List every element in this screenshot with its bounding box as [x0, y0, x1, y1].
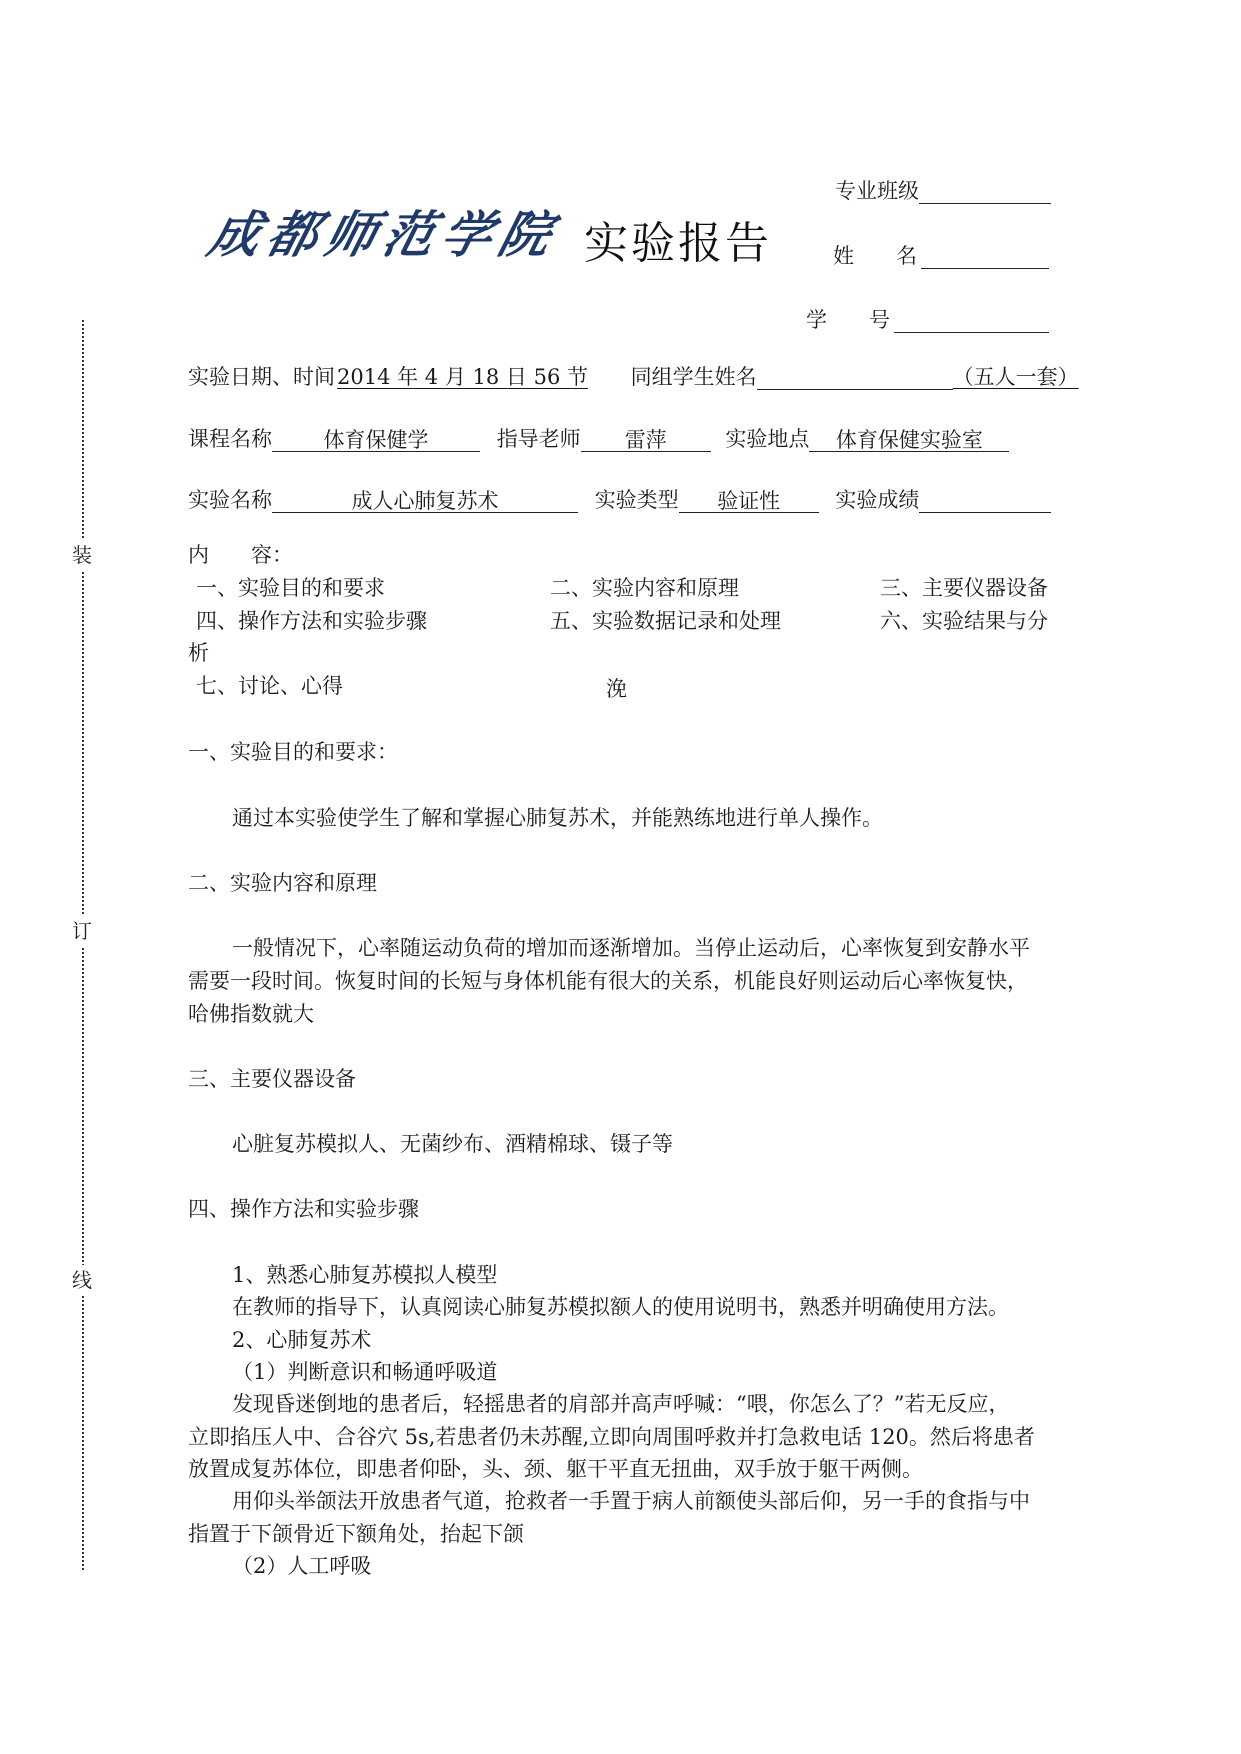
section-3-title: 三、主要仪器设备: [188, 1067, 356, 1091]
report-title: 实验报告: [584, 218, 772, 269]
info-row-course: [188, 426, 1009, 452]
group-note: （五人一套）: [952, 365, 1079, 389]
course-label: 课程名称: [188, 427, 272, 451]
location-value[interactable]: 体育保健实验室: [809, 427, 1009, 452]
section-4-line-9: 指置于下颌骨近下额角处，抬起下颌: [188, 1522, 524, 1546]
major-class-input[interactable]: [919, 179, 1051, 204]
section-4-line-6: 立即掐压人中、合谷穴 5s,若患者仍未苏醒,立即向周围呼救并打急救电话 120。然后将患者: [188, 1425, 1035, 1449]
info-row-experiment: [188, 487, 1051, 513]
score-label: 实验成绩: [835, 488, 920, 512]
section-1-body: 通过本实验使学生了解和掌握心肺复苏术，并能熟练地进行单人操作。: [232, 806, 883, 830]
section-4-line-3: 2、心肺复苏术: [232, 1328, 372, 1352]
teacher-value[interactable]: 雷萍: [581, 427, 711, 452]
contents-item-3: 三、主要仪器设备: [880, 576, 1048, 600]
score-value[interactable]: [919, 488, 1051, 513]
name-label: 姓 名: [833, 244, 917, 268]
binding-char-ding: 订: [72, 916, 92, 946]
contents-item-2: 二、实验内容和原理: [550, 576, 739, 600]
contents-item-1: 一、实验目的和要求: [196, 576, 385, 600]
major-class-field: [835, 178, 1051, 204]
section-4-line-10: （2）人工呼吸: [232, 1554, 372, 1578]
section-4-title: 四、操作方法和实验步骤: [188, 1197, 419, 1221]
name-field: [833, 243, 1049, 269]
section-2-body-line-2: 需要一段时间。恢复时间的长短与身体机能有很大的关系，机能良好则运动后心率恢复快，: [188, 969, 1028, 993]
exp-name-value[interactable]: 成人心肺复苏术: [272, 488, 578, 513]
stray-char: 浼: [606, 677, 627, 701]
section-4-line-8: 用仰头举颌法开放患者气道，抢救者一手置于病人前额使头部后仰，另一手的食指与中: [232, 1489, 1030, 1513]
section-2-title: 二、实验内容和原理: [188, 871, 377, 895]
teacher-label: 指导老师: [496, 427, 581, 451]
binding-char-zhuang: 装: [72, 540, 92, 570]
group-label: 同组学生姓名: [630, 365, 757, 389]
section-4-line-5: 发现昏迷倒地的患者后，轻摇患者的肩部并高声呼喊：“喂，你怎么了？”若无反应，: [232, 1392, 1010, 1416]
name-input[interactable]: [921, 244, 1049, 269]
section-3-body: 心脏复苏模拟人、无菌纱布、酒精棉球、镊子等: [232, 1132, 673, 1156]
section-2-body-line-1: 一般情况下，心率随运动负荷的增加而逐渐增加。当停止运动后，心率恢复到安静水平: [232, 936, 1030, 960]
section-4-line-7: 放置成复苏体位，即患者仰卧，头、颈、躯干平直无扭曲，双手放于躯干两侧。: [188, 1457, 923, 1481]
section-2-body-line-3: 哈佛指数就大: [188, 1002, 314, 1026]
info-row-date: [188, 364, 1085, 390]
student-id-field: [806, 307, 1049, 333]
exp-name-label: 实验名称: [188, 488, 272, 512]
group-input[interactable]: [757, 365, 953, 390]
contents-item-5: 五、实验数据记录和处理: [550, 609, 781, 633]
course-value[interactable]: 体育保健学: [272, 427, 480, 452]
school-logo: 成都师范学院: [202, 205, 566, 264]
exp-type-label: 实验类型: [594, 488, 679, 512]
binding-char-xian: 线: [72, 1265, 92, 1295]
student-id-label: 学 号: [806, 308, 890, 332]
location-label: 实验地点: [725, 427, 810, 451]
student-id-input[interactable]: [894, 308, 1049, 333]
section-4-line-2: 在教师的指导下，认真阅读心肺复苏模拟额人的使用说明书，熟悉并明确使用方法。: [232, 1295, 1009, 1319]
major-class-label: 专业班级: [835, 179, 919, 203]
date-value[interactable]: 2014 年 4 月 18 日 56 节: [337, 365, 588, 389]
contents-label: 内 容：: [188, 543, 293, 567]
contents-item-7: 七、讨论、心得: [196, 674, 343, 698]
section-4-line-1: 1、熟悉心肺复苏模拟人模型: [232, 1263, 498, 1287]
exp-type-value[interactable]: 验证性: [679, 488, 819, 513]
contents-item-4: 四、操作方法和实验步骤: [196, 609, 427, 633]
date-label: 实验日期、时间: [188, 365, 335, 389]
section-4-line-4: （1）判断意识和畅通呼吸道: [232, 1360, 498, 1384]
contents-item-6: 六、实验结果与分: [880, 609, 1048, 633]
contents-item-6-wrap: 析: [188, 641, 209, 665]
section-1-title: 一、实验目的和要求：: [188, 740, 398, 764]
